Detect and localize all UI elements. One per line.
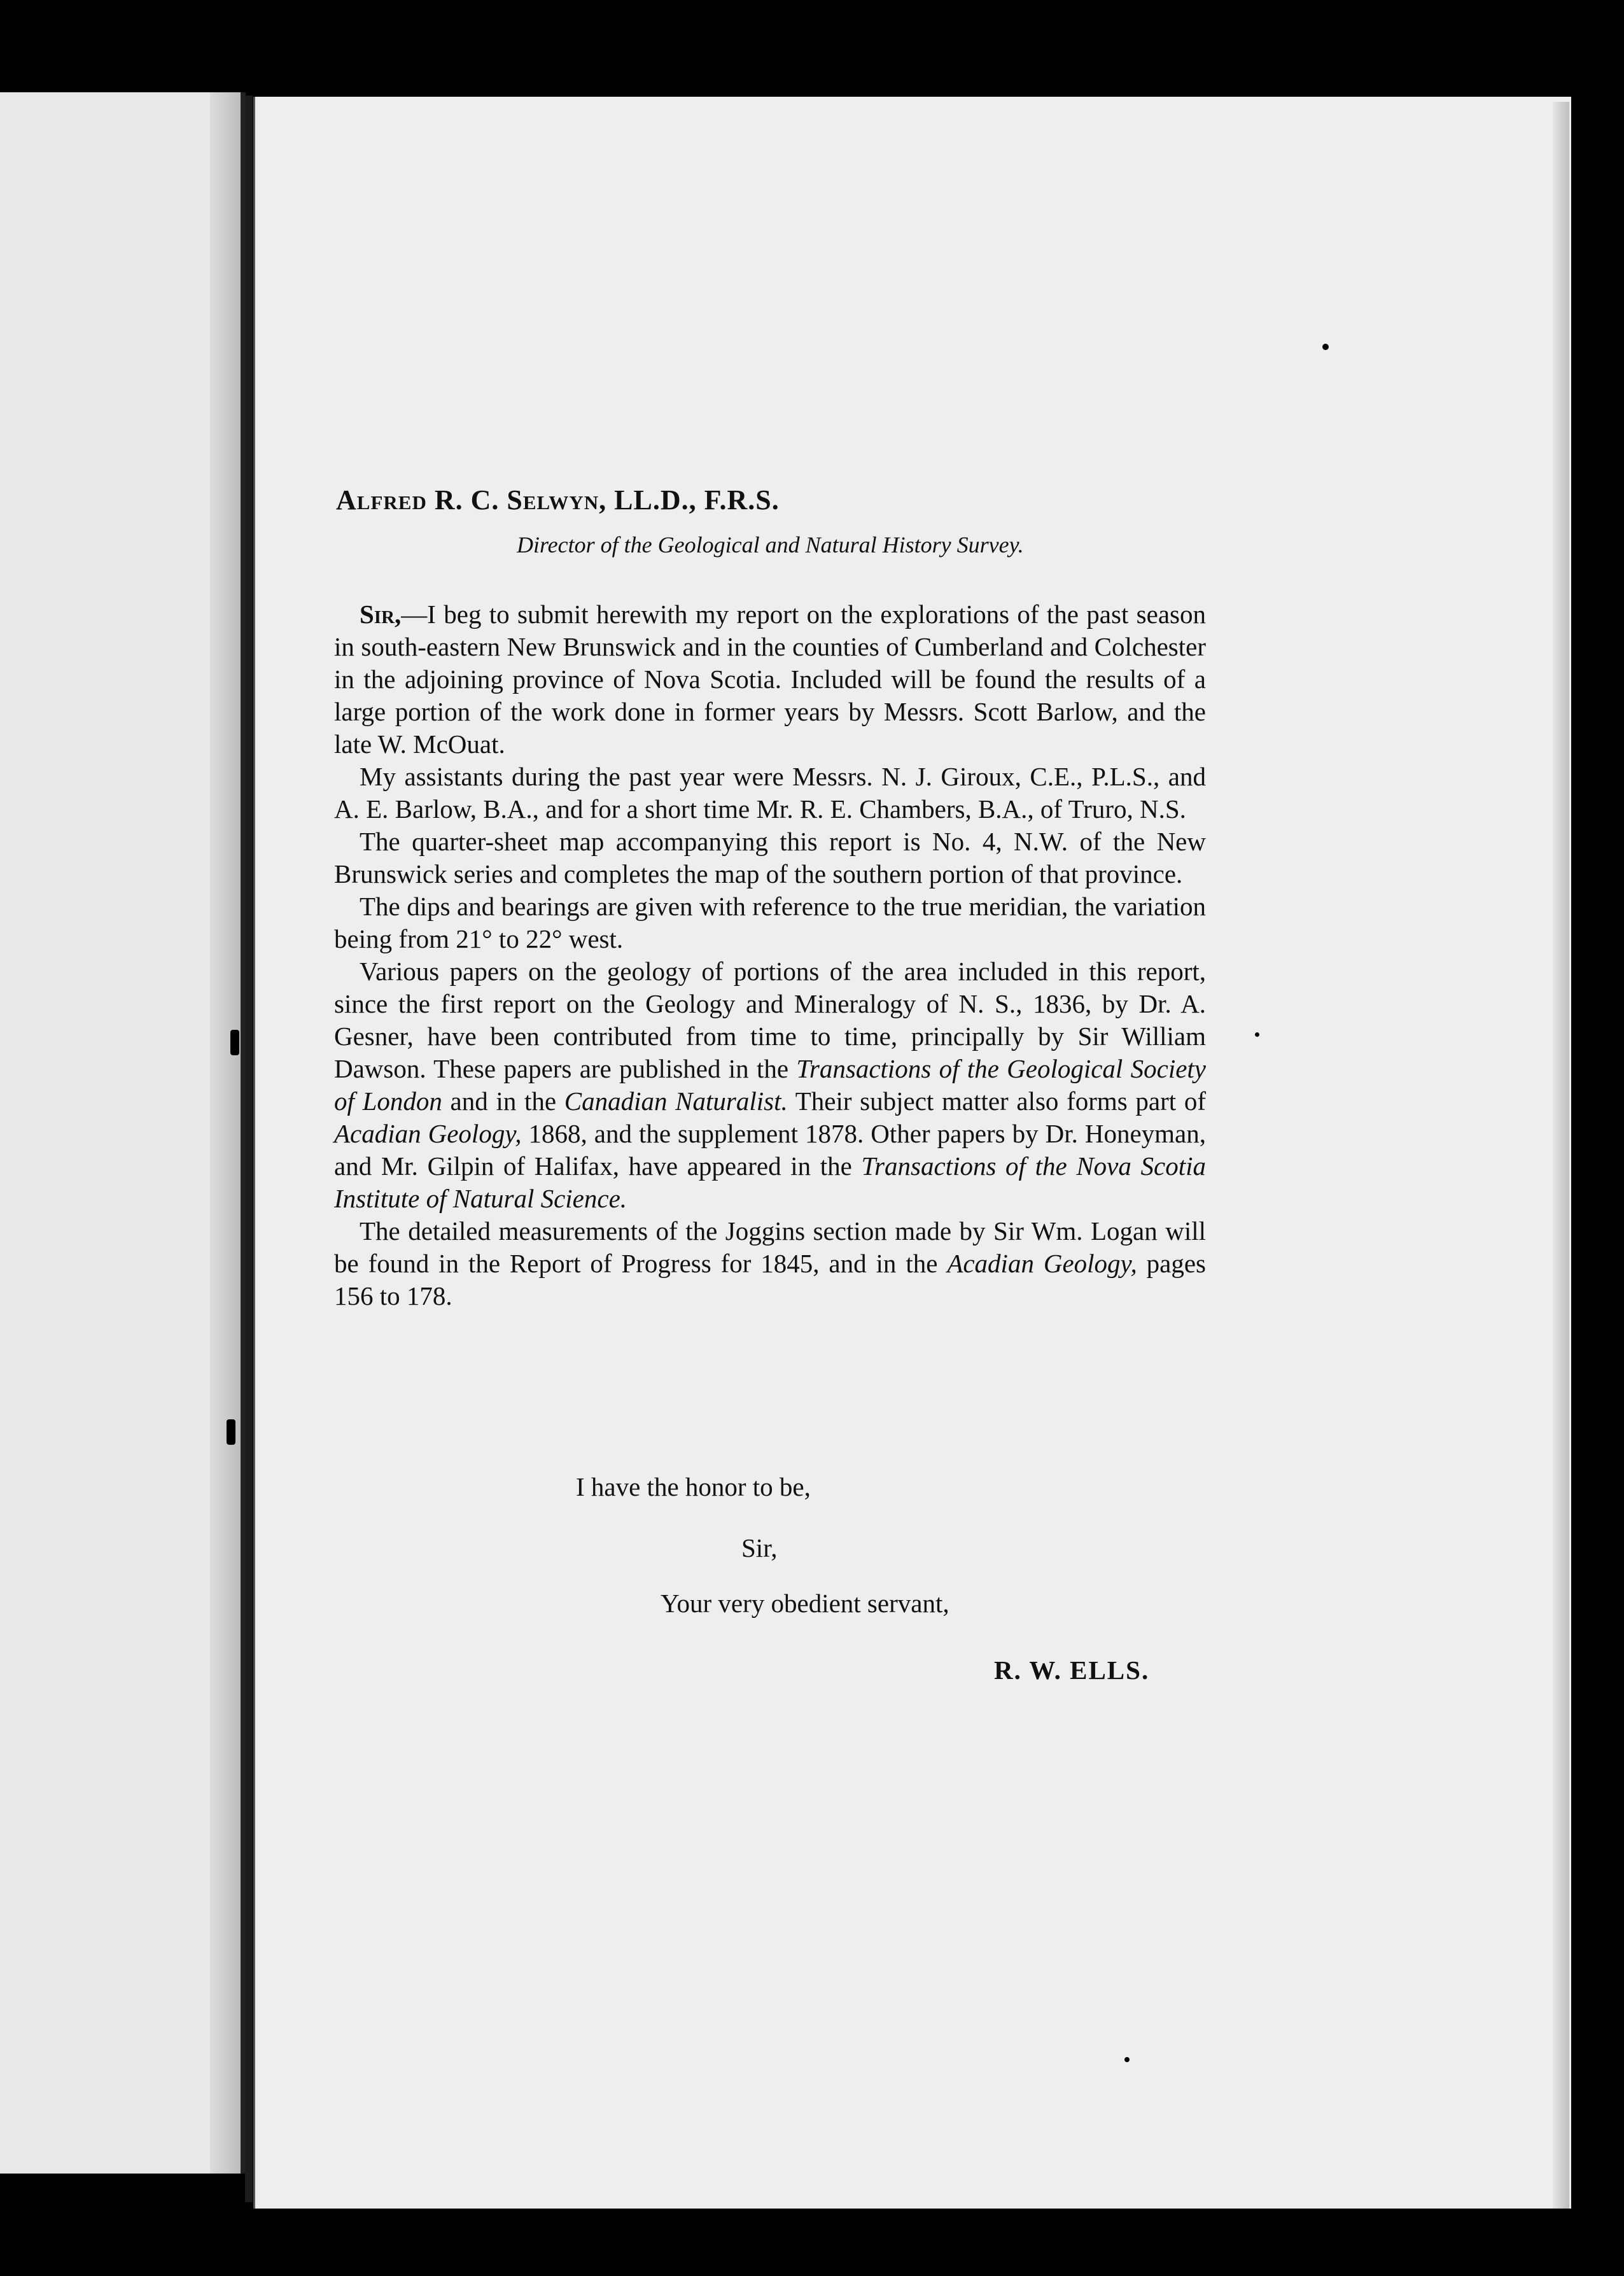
paragraph-5-text-c: Their subject matter also forms part of xyxy=(787,1086,1206,1116)
paragraph-1 xyxy=(334,598,1206,761)
paragraph-6-italic-a: Acadian Geology, xyxy=(947,1249,1137,1278)
signature: R. W. ELLS. xyxy=(994,1655,1150,1685)
page-edge-shadow xyxy=(1553,102,1569,2209)
paragraph-5-italic-a: Transactions of the Geological Society of London xyxy=(334,1054,1207,1116)
paragraph-5-text-b: and in the xyxy=(442,1086,564,1116)
addressee-heading xyxy=(336,484,780,516)
closing-line-1: I have the honor to be, xyxy=(576,1472,811,1501)
scan-speck xyxy=(227,1419,235,1445)
paragraph-3: The quarter-sheet map accompanying this report is No. 4, N.W. of the New Brunswick series and completes the map of the southern portion of that province. xyxy=(334,827,1206,889)
paragraph-6-text-a: The detailed measurements of the Joggins section made by Sir Wm. Logan will be found in the Report of Progress for 1845, and in the xyxy=(334,1216,1206,1278)
paragraph-5-italic-b: Canadian Naturalist. xyxy=(564,1086,788,1116)
book-gutter xyxy=(245,95,253,2202)
addressee-first-name: Alfred xyxy=(336,484,427,516)
paragraph-2: My assistants during the past year were Messrs. N. J. Giroux, C.E., P.L.S., and A. E. Barlow, B.A., and for a short time Mr. R. E. Chambers, B.A., of Truro, N.S. xyxy=(334,762,1206,824)
scan-speck xyxy=(1124,2057,1130,2062)
paragraph-5-italic-d: Transactions of the Nova Scotia Institute of Natural Science. xyxy=(334,1151,1206,1213)
facing-page-edge xyxy=(210,92,241,2174)
salutation: Sir, xyxy=(360,600,402,629)
scan-speck xyxy=(1255,1032,1259,1037)
paragraph-5-italic-c: Acadian Geology, xyxy=(334,1119,522,1148)
addressee-surname: Selwyn xyxy=(507,484,599,516)
paragraph-5 xyxy=(334,955,1206,1215)
paragraph-6 xyxy=(334,1215,1206,1312)
scan-speck xyxy=(1322,344,1329,350)
paragraph-6-text-b: pages 156 to 178. xyxy=(334,1249,1206,1310)
scan-speck xyxy=(230,1030,239,1055)
letter-body xyxy=(334,598,1206,1312)
facing-page xyxy=(0,92,246,2174)
addressee-title: Director of the Geological and Natural History Survey. xyxy=(517,532,1024,558)
scan-speck xyxy=(1400,54,1408,64)
paragraph-1-text: —I beg to submit herewith my report on the explorations of the past season in south-eastern New Brunswick and in the counties of Cumberland and Colchester in the adjoining province of Nova Scotia. Included will be found the results of a large portion of the work done in former years by Messrs. Scott Barlow, and the late W. McOuat. xyxy=(334,600,1206,759)
paragraph-5-text-d: 1868, and the supplement 1878. Other papers by Dr. Honeyman, and Mr. Gilpin of Halifax, have appeared in the xyxy=(334,1119,1206,1181)
addressee-credentials: , LL.D., F.R.S. xyxy=(599,484,780,516)
addressee-initials: R. C. xyxy=(434,484,500,516)
closing-line-3: Your very obedient servant, xyxy=(661,1589,949,1618)
paragraph-5-text-a: Various papers on the geology of portions of the area included in this report, since the first report on the Geology and Mineralogy of N. S., 1836, by Dr. A. Gesner, have been contributed from time to time, principally by Sir William Dawson. These papers are published in the xyxy=(334,957,1206,1083)
paragraph-4: The dips and bearings are given with reference to the true meridian, the variation being from 21° to 22° west. xyxy=(334,892,1206,953)
closing-line-2: Sir, xyxy=(741,1533,778,1563)
